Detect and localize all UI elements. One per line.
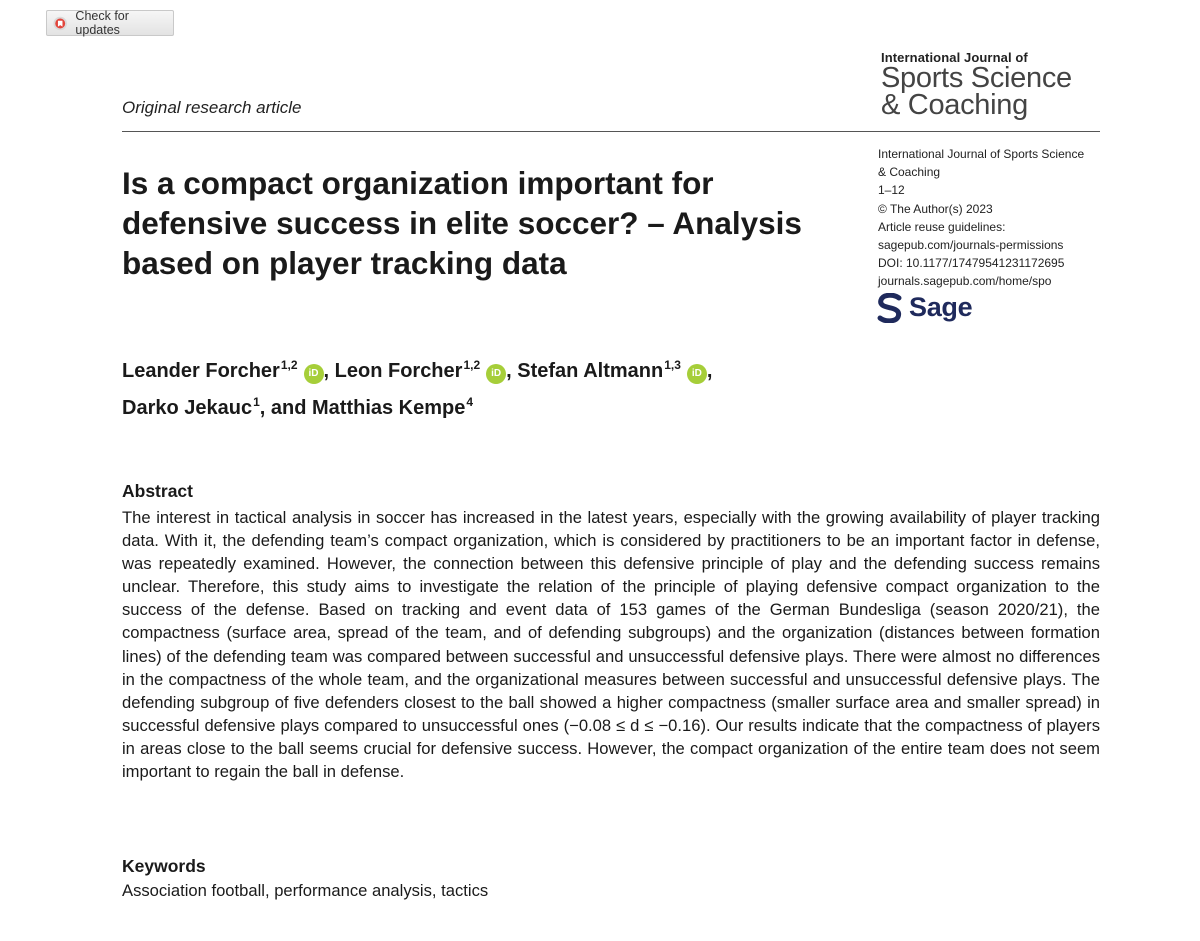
author-4 <box>122 397 312 419</box>
meta-journal-link[interactable]: journals.sagepub.com/home/spo <box>878 274 1052 289</box>
journal-logo <box>881 50 1072 119</box>
journal-logo-line3: & Coaching <box>881 89 1028 121</box>
author-affiliation: 1,3 <box>664 358 681 372</box>
author-name: Leander Forcher <box>122 360 280 382</box>
author-name: Stefan Altmann <box>517 360 664 382</box>
check-for-updates-label: Check for updates <box>75 9 129 37</box>
author-affiliation: 1,2 <box>280 358 298 372</box>
author-5 <box>312 397 473 419</box>
author-name: Leon Forcher <box>334 360 463 382</box>
sage-s-logo-icon <box>877 293 903 323</box>
keywords-text: Association football, performance analysis, tactics <box>122 881 489 900</box>
check-for-updates-button[interactable] <box>46 10 174 36</box>
author-1 <box>122 360 335 382</box>
orcid-icon[interactable]: iD <box>486 364 506 384</box>
publication-metadata <box>878 145 1108 291</box>
author-list <box>122 350 882 424</box>
meta-journal-line2: & Coaching <box>878 165 941 180</box>
author-separator: , and <box>259 397 312 419</box>
publisher-logo <box>877 292 972 323</box>
journal-logo-line2: Sports Science <box>881 62 1072 94</box>
abstract-heading: Abstract <box>122 481 193 501</box>
author-affiliation: 1 <box>253 395 260 409</box>
author-affiliation: 4 <box>466 395 474 409</box>
meta-reuse: Article reuse guidelines: <box>878 219 1006 234</box>
check-for-updates-icon <box>53 16 67 31</box>
publisher-name: Sage <box>909 292 973 322</box>
author-separator: , <box>706 360 713 382</box>
author-separator: , <box>506 360 518 382</box>
abstract-text: The interest in tactical analysis in soccer has increased in the latest years, especially with the growing availability of player tracking data. With it, the defending team’s compact organization, which is considered by practitioners to be an important factor in defense, was repeatedly examined. However, the connection between this defensive principle of play and the defending success remains unclear. Therefore, this study aims to investigate the relation of the principle of playing defensive compact organization to the success of the defense. Based on tracking and event data of 153 games of the German Bundesliga (season 2020/21), the compactness (surface area, spread of the team, and of defending subgroups) and the organization (distances between formation lines) of the defending team was compared between successful and unsuccessful defensive plays. There were almost no differences in the compactness of the whole team, and the organizational measures between successful and unsuccessful defensive plays. The defending subgroup of five defenders closest to the ball showed a higher compactness (smaller surface area and smaller spread) in successful defensive plays compared to unsuccessful ones (−0.08 ≤ d ≤ −0.16). Our results indicate that the compactness of players in areas close to the ball seems crucial for defensive success. However, the compact organization of the entire team does not seem important to regain the ball in defense. <box>122 508 1100 782</box>
author-name: Matthias Kempe <box>312 397 466 419</box>
meta-doi[interactable]: DOI: 10.1177/17479541231172695 <box>878 256 1065 271</box>
author-3 <box>517 360 712 382</box>
meta-pages: 1–12 <box>878 183 905 198</box>
orcid-icon[interactable]: iD <box>304 364 324 384</box>
meta-journal-line1: International Journal of Sports Science <box>878 147 1085 161</box>
author-name: Darko Jekauc <box>122 397 253 419</box>
author-2 <box>335 360 518 382</box>
meta-permissions-link[interactable]: sagepub.com/journals-permissions <box>878 238 1064 253</box>
author-separator: , <box>323 360 335 382</box>
keywords-heading: Keywords <box>122 856 206 876</box>
article-title: Is a compact organization important for defensive success in elite soccer? – Analysis based on player tracking data <box>122 165 802 281</box>
journal-logo-line1: International Journal of <box>881 50 1028 65</box>
orcid-icon[interactable]: iD <box>687 364 707 384</box>
article-type: Original research article <box>122 98 302 117</box>
meta-copyright: © The Author(s) 2023 <box>878 201 993 216</box>
header-divider <box>122 131 1100 132</box>
author-affiliation: 1,2 <box>463 358 481 372</box>
